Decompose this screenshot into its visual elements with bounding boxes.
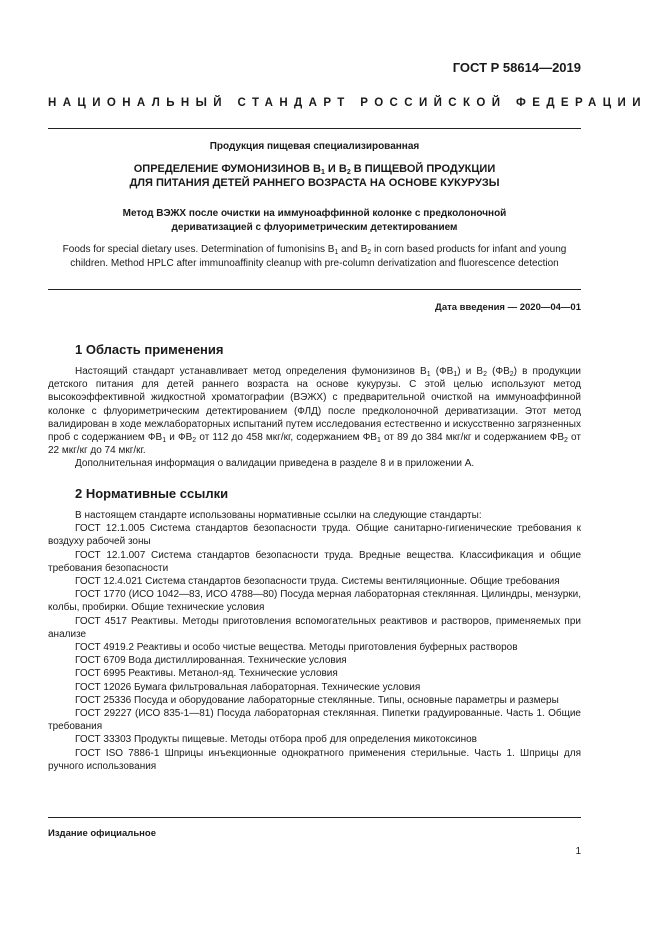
reference-item: ГОСТ 12026 Бумага фильтровальная лабораторная. Технические условия xyxy=(75,681,421,693)
reference-item: ГОСТ 12.1.005 Система стандартов безопасности труда. Общие санитарно-гигиенические требования к воздуху рабочей зоны xyxy=(48,523,581,548)
section-1-body xyxy=(48,365,581,471)
national-standard-heading: НАЦИОНАЛЬНЫЙ СТАНДАРТ РОССИЙСКОЙ ФЕДЕРАЦИИ xyxy=(48,97,647,109)
method-subtitle: Метод ВЭЖХ после очистки на иммуноаффинной колонке с предколоночной дериватизацией с флуориметрическим детектированием xyxy=(122,208,507,233)
section-1-paragraph-1: Настоящий стандарт устанавливает метод определения фумонизинов $B_1$ $(ФB_1)$ и $B_2$ $(ФB_2)$ в продукции детского питания для детей раннего возраста на основе кукурузы. С этой целью используют метод высокоэффективной жидкостной хроматографии (ВЭЖХ) с предварительной очисткой на иммуноаффинной колонке с флуориметрическим детектированием (ФЛД) после предколоночной дериватизации. Этот метод валидирован в ходе межлабораторных испытаний путем исследования естественно и искусственно загрязненных проб с содержанием $ФB_1$ и $ФB_2$ от 112 до 458 мкг/кг, содержанием $ФB_1$ от 89 до 384 мкг/кг и содержанием $ФB_2$ от 22 мкг/кг до 74 мкг/кг. xyxy=(48,366,581,457)
reference-item: ГОСТ 4517 Реактивы. Методы приготовления вспомогательных реактивов и растворов, применяемых при анализе xyxy=(48,615,581,640)
reference-item: ГОСТ 29227 (ИСО 835-1—81) Посуда лабораторная стеклянная. Пипетки градуированные. Часть 1. Общие требования xyxy=(48,708,581,733)
title-divider xyxy=(48,289,581,290)
footer-divider xyxy=(48,817,581,818)
page-number: 1 xyxy=(575,846,581,857)
reference-item: ГОСТ 12.1.007 Система стандартов безопасности труда. Вредные вещества. Классификация и общие требования безопасности xyxy=(48,549,581,574)
reference-item: ГОСТ 4919.2 Реактивы и особо чистые вещества. Методы приготовления буферных растворов xyxy=(75,642,518,654)
title-line-2: ДЛЯ ПИТАНИЯ ДЕТЕЙ РАННЕГО ВОЗРАСТА НА ОСНОВЕ КУКУРУЗЫ xyxy=(129,177,500,189)
reference-item: ГОСТ 6995 Реактивы. Метанол-яд. Технические условия xyxy=(75,668,338,680)
document-number: ГОСТ Р 58614—2019 xyxy=(452,60,581,75)
reference-item: ГОСТ 25336 Посуда и оборудование лабораторные стеклянные. Типы, основные параметры и размеры xyxy=(75,694,559,706)
header-divider xyxy=(48,128,581,129)
section-1-heading: 1 Область применения xyxy=(75,342,224,357)
official-edition-label: Издание официальное xyxy=(48,828,156,839)
section-2-heading: 2 Нормативные ссылки xyxy=(75,486,229,501)
section-2-intro: В настоящем стандарте использованы нормативные ссылки на следующие стандарты: xyxy=(75,510,482,521)
document-title xyxy=(48,162,581,190)
reference-item: ГОСТ 1770 (ИСО 1042—83, ИСО 4788—80) Посуда мерная лабораторная стеклянная. Цилиндры, мензурки, колбы, пробирки. Общие технические условия xyxy=(48,589,581,614)
section-1-paragraph-2: Дополнительная информация о валидации приведена в разделе 8 и в приложении А. xyxy=(75,458,475,470)
intro-date: Дата введения — 2020—04—01 xyxy=(435,302,581,313)
reference-item: ГОСТ ISO 7886-1 Шприцы инъекционные однократного применения стерильные. Часть 1. Шприцы для ручного использования xyxy=(48,747,581,772)
reference-item: ГОСТ 6709 Вода дистиллированная. Технические условия xyxy=(75,655,347,667)
section-2-body xyxy=(48,509,581,773)
product-group: Продукция пищевая специализированная xyxy=(209,141,420,152)
reference-item: ГОСТ 12.4.021 Система стандартов безопасности труда. Системы вентиляционные. Общие требования xyxy=(75,576,560,588)
english-title: Foods for special dietary uses. Determination of fumonisins $B_1$ and $B_2$ in corn based products for infant and young children. Method HPLC after immunoaffinity cleanup with pre-column derivatization and fluorescence detection xyxy=(62,244,567,269)
title-line-1: ОПРЕДЕЛЕНИЕ ФУМОНИЗИНОВ $B_1$ И $B_2$ В ПИЩЕВОЙ ПРОДУКЦИИ xyxy=(133,163,496,176)
reference-item: ГОСТ 33303 Продукты пищевые. Методы отбора проб для определения микотоксинов xyxy=(75,734,477,746)
